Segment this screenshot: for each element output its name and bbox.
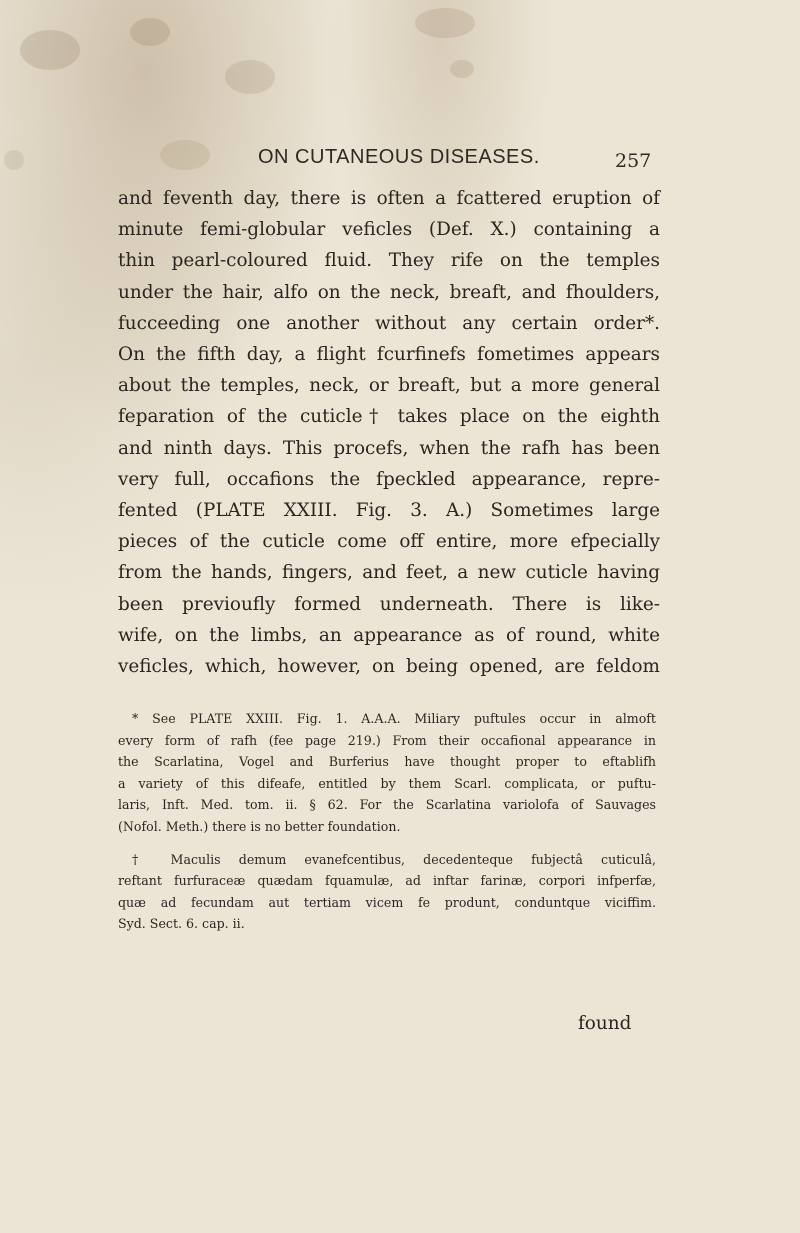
footnote-line: every form of rafh (fee page 219.) From their occafional appearance in bbox=[118, 732, 656, 748]
body-text bbox=[118, 183, 660, 682]
text-line: pieces of the cuticle come off entire, more efpecially bbox=[118, 531, 660, 553]
foxing-stain bbox=[130, 18, 170, 46]
foxing-stain bbox=[450, 60, 474, 78]
footnote-line: Syd. Sect. 6. cap. ii. bbox=[118, 916, 245, 932]
text-line: and feventh day, there is often a fcattered eruption of bbox=[118, 188, 660, 209]
footnote-line: † Maculis demum evanefcentibus, decedenteque fubjectâ cuticulâ, bbox=[132, 851, 656, 867]
text-line: been previoufly formed underneath. There is like- bbox=[118, 593, 660, 615]
footnote-gap bbox=[118, 838, 656, 849]
foxing-stain bbox=[4, 150, 24, 170]
footnote-line: laris, Inft. Med. tom. ii. § 62. For the Scarlatina variolofa of Sauvages bbox=[118, 797, 656, 813]
text-line: feparation of the cuticle† takes place on the eighth bbox=[118, 406, 660, 428]
footnote-line: a variety of this difeafe, entitled by them Scarl. complicata, or puftu- bbox=[118, 775, 656, 791]
footnote-dagger bbox=[118, 849, 656, 935]
foxing-stain bbox=[160, 140, 210, 170]
footnote-line: quæ ad fecundam aut tertiam vicem fe produnt, conduntque viciffim. bbox=[118, 894, 656, 910]
footnote-line: * See PLATE XXIII. Fig. 1. A.A.A. Miliary puftules occur in almoft bbox=[132, 711, 656, 726]
text-line: wife, on the limbs, an appearance as of round, white bbox=[118, 624, 660, 646]
footnote-asterisk bbox=[118, 708, 656, 838]
footnote-line: reftant furfuraceæ quædam fquamulæ, ad inftar farinæ, corpori infperfæ, bbox=[118, 873, 656, 889]
text-line: from the hands, fingers, and feet, a new cuticle having bbox=[118, 562, 660, 584]
footnotes bbox=[118, 708, 656, 935]
text-line: and ninth days. This procefs, when the rafh has been bbox=[118, 437, 660, 459]
footnote-line: the Scarlatina, Vogel and Burferius have thought proper to eftablifh bbox=[118, 754, 656, 770]
text-line: very full, occafions the fpeckled appearance, repre- bbox=[118, 468, 660, 490]
catchword: found bbox=[578, 1013, 632, 1034]
foxing-stain bbox=[225, 60, 275, 94]
page-number: 257 bbox=[615, 150, 652, 172]
foxing-stain bbox=[415, 8, 475, 38]
text-line: veficles, which, however, on being opened, are feldom bbox=[118, 656, 660, 678]
running-head: ON CUTANEOUS DISEASES. bbox=[258, 146, 540, 168]
text-line: On the fifth day, a flight fcurfinefs fometimes appears bbox=[118, 344, 660, 366]
text-line: minute femi-globular veficles (Def. X.) containing a bbox=[118, 219, 660, 241]
footnote-line: (Nofol. Meth.) there is no better foundation. bbox=[118, 818, 401, 834]
foxing-stain bbox=[20, 30, 80, 70]
text-line: fented (PLATE XXIII. Fig. 3. A.) Sometimes large bbox=[118, 500, 660, 522]
text-line: about the temples, neck, or breaft, but a more general bbox=[118, 375, 660, 397]
text-line: fucceeding one another without any certain order*. bbox=[118, 312, 660, 334]
text-line: thin pearl-coloured fluid. They rife on the temples bbox=[118, 250, 660, 272]
text-line: under the hair, alfo on the neck, breaft, and fhoulders, bbox=[118, 281, 660, 303]
